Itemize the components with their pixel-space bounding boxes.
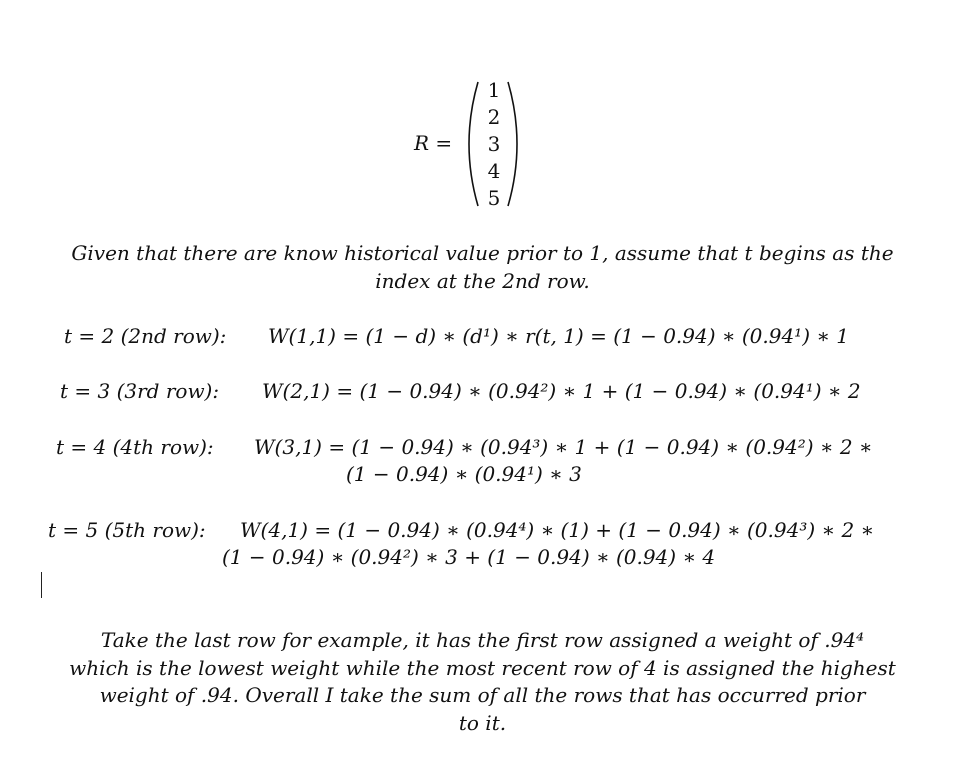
conclusion-line-4: to it.	[458, 711, 507, 735]
row-label-t4: t = 4 (4th row):	[56, 435, 214, 459]
matrix-entry: 5	[487, 186, 501, 210]
row-label-t5: t = 5 (5th row):	[48, 518, 206, 542]
matrix-entry: 1	[487, 78, 501, 102]
matrix-entry: 2	[487, 105, 501, 129]
row-equation-t3: W(2,1) = (1 − 0.94) ∗ (0.94²) ∗ 1 + (1 − 0.94) ∗ (0.94¹) ∗ 2	[262, 379, 861, 403]
row-equation-t5-line1: W(4,1) = (1 − 0.94) ∗ (0.94⁴) ∗ (1) + (1 − 0.94) ∗ (0.94³) ∗ 2 ∗	[240, 518, 875, 542]
matrix-entry: 4	[487, 159, 501, 183]
row-label-t3: t = 3 (3rd row):	[60, 379, 220, 403]
matrix-entry: 3	[487, 132, 501, 156]
conclusion-line-3: weight of .94. Overall I take the sum of all the rows that has occurred prior	[99, 683, 866, 707]
row-label-t2: t = 2 (2nd row):	[64, 324, 227, 348]
matrix-r	[414, 78, 524, 210]
row-equation-t4-line1: W(3,1) = (1 − 0.94) ∗ (0.94³) ∗ 1 + (1 − 0.94) ∗ (0.94²) ∗ 2 ∗	[254, 435, 873, 459]
conclusion-line-2: which is the lowest weight while the most recent row of 4 is assigned the highest	[69, 656, 896, 680]
text-cursor	[41, 572, 42, 598]
row-equation-t5-line2: (1 − 0.94) ∗ (0.94²) ∗ 3 + (1 − 0.94) ∗ (0.94) ∗ 4	[222, 545, 716, 569]
intro-line-2: index at the 2nd row.	[375, 269, 590, 293]
intro-line-1: Given that there are know historical value prior to 1, assume that t begins as the	[71, 241, 894, 265]
row-equation-t4-line2: (1 − 0.94) ∗ (0.94¹) ∗ 3	[346, 462, 582, 486]
row-equation-t2: W(1,1) = (1 − d) ∗ (d¹) ∗ r(t, 1) = (1 − 0.94) ∗ (0.94¹) ∗ 1	[268, 324, 850, 348]
conclusion-line-1: Take the last row for example, it has the first row assigned a weight of .94⁴	[100, 628, 865, 652]
matrix-label: R =	[414, 131, 453, 155]
